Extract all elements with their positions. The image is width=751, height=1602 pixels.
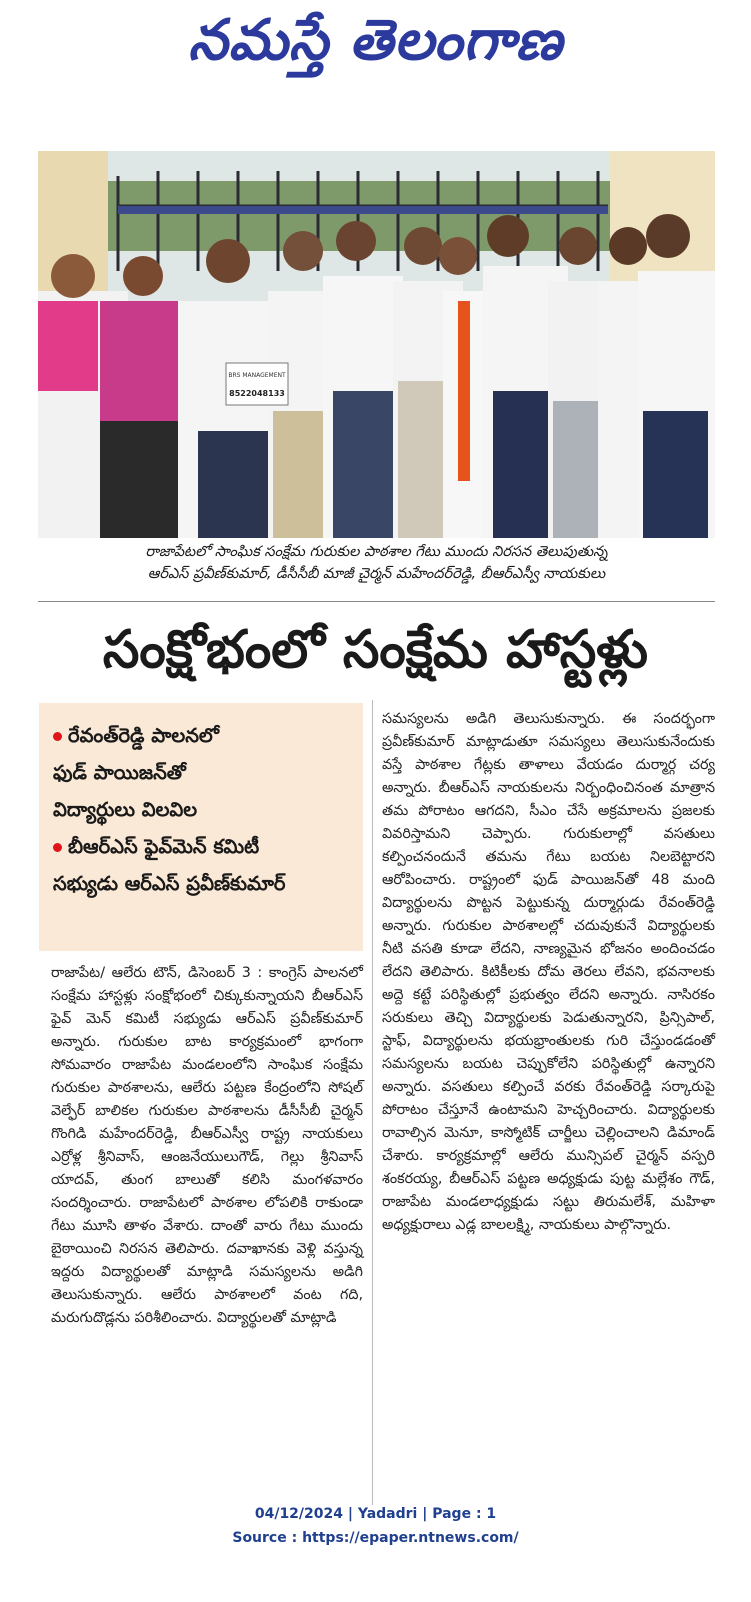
newspaper-title: నమస్తే తెలంగాణ [188, 8, 563, 73]
highlight-line: బీఆర్ఎస్ ఫైవ్‌మెన్ కమిటీ [68, 835, 260, 858]
divider [38, 601, 715, 602]
highlight-line: విద్యార్థులు విలవిల [53, 798, 198, 821]
highlight-line: ఫుడ్ పాయిజన్‌తో [53, 761, 186, 784]
placard-text-top: BRS MANAGEMENT [228, 372, 286, 379]
headline: సంక్షోభంలో సంక్షేమ హాస్టళ్లు [102, 620, 649, 680]
footer-source: Source : https://epaper.ntnews.com/ [232, 1530, 519, 1546]
photo-caption [38, 541, 715, 585]
highlight-line: రేవంత్‌రెడ్డి పాలనలో [68, 724, 219, 747]
article-paragraph: సమస్యలను అడిగి తెలుసుకున్నారు. ఈ సందర్భంగా ప్రవీణ్‌కుమార్ మాట్లాడుతూ సమస్యలు తెలుసుకునేందుకు వస్తే పాఠశాల గేట్లకు తాళాలు వేయడం దుర్మార్గ చర్య అన్నారు. బీఆర్ఎస్ నాయకులను నిర్బంధించినంత మాత్రాన తమ పోరాటం ఆగదని, సీఎం చేసే అక్రమాలను ప్రజలకు వివరిస్తామని చెప్పారు. గురుకులాల్లో వసతులు కల్పించనందునే తమను గేటు బయట నిలబెట్టారని ఆరోపించారు. రాష్ట్రంలో ఫుడ్ పాయిజన్‌తో 48 మంది విద్యార్థులను పొట్టన పెట్టుకున్న దుర్మార్గుడు రేవంత్‌రెడ్డి అన్నారు. గురుకుల పాఠశాలల్లో చదువుకునే విద్యార్థులకు నీటి వసతి కూడా లేదని, నాణ్యమైన భోజనం అందించడం లేదని తెలిపారు. కిటికీలకు దోమ తెరలు లేవని, భవనాలకు అద్దె కట్టే పరిస్థితుల్లో ప్రభుత్వం లేదని అన్నారు. నాసిరకం సరుకులు తెచ్చి విద్యార్థులకు పెడుతున్నారని, ప్రిన్సిపాల్, స్టాఫ్, విద్యార్థులను భయభ్రాంతులకు గురి చేస్తుండడంతో సమస్యలను బయట చెప్పుకోలేని పరిస్థితుల్లో ఉన్నారని అన్నారు. వసతులు కల్పించే వరకు రేవంత్‌రెడ్డి సర్కారుపై పోరాటం చేస్తూనే ఉంటామని హెచ్చరించారు. విద్యార్థులకు రావాల్సిన మెనూ, కాస్మోటిక్ చార్జీలు చెల్లించాలని డిమాండ్ చేశారు. కార్యక్రమాల్లో ఆలేరు మున్సిపల్ చైర్మన్ వస్పరి శంకరయ్య, బీఆర్ఎస్ పట్టణ అధ్యక్షుడు పుట్ట మల్లేశం గౌడ్, రాజాపేట మండలాధ్యక్షుడు సట్టు తిరుమలేశ్, మహిళా అధ్యక్షురాలు ఎడ్ల బాలలక్ష్మి, నాయకులు పాల్గొన్నారు. [382, 711, 715, 1233]
highlight-line: సభ్యుడు ఆర్ఎస్ ప్రవీణ్‌కుమార్ [53, 872, 286, 895]
bullet-icon [53, 732, 62, 741]
footer [0, 1502, 751, 1550]
caption-line: రాజాపేటలో సాంఘిక సంక్షేమ గురుకుల పాఠశాల గేటు ముందు నిరసన తెలుపుతున్న [145, 544, 608, 560]
placard-text-number: 8522048133 [229, 389, 285, 398]
highlight-item [53, 828, 353, 865]
article-column-left [51, 962, 363, 1330]
news-photo [38, 151, 715, 538]
footer-date-edition: 04/12/2024 | Yadadri | Page : 1 [254, 1506, 497, 1522]
highlights-box [39, 703, 363, 951]
caption-line: ఆర్ఎస్ ప్రవీణ్‌కుమార్, డీసీసీబీ మాజీ చైర్మన్ మహేందర్‌రెడ్డి, బీఆర్ఎస్వీ నాయకులు [147, 566, 606, 582]
highlight-item [53, 717, 353, 754]
article-paragraph: రాజాపేట/ ఆలేరు టౌన్, డిసెంబర్ 3 : కాంగ్రెస్ పాలనలో సంక్షేమ హాస్టళ్లు సంక్షోభంలో చిక్కుకున్నాయని బీఆర్ఎస్ ఫైవ్ మెన్ కమిటీ సభ్యుడు ఆర్ఎస్ ప్రవీణ్‌కుమార్ అన్నారు. గురుకుల బాట కార్యక్రమంలో భాగంగా సోమవారం రాజాపేట మండలంలోని సాంఘిక సంక్షేమ గురుకుల పాఠశాలను, ఆలేరు పట్టణ కేంద్రంలోని సోషల్ వెల్ఫేర్ బాలికల గురుకుల పాఠశాలను డీసీసీబీ చైర్మన్ గొంగిడి మహేందర్‌రెడ్డి, బీఆర్ఎస్వీ రాష్ట్ర నాయకులు ఎర్రోళ్ల శ్రీనివాస్, ఆంజనేయులుగౌడ్, గెల్లు శ్రీనివాస్ యాదవ్, తుంగ బాలుతో కలిసి మంగళవారం సందర్శించారు. రాజాపేటలో పాఠశాల లోపలికి రాకుండా గేటు మూసి తాళం వేశారు. దాంతో వారు గేటు ముందు బైఠాయించి నిరసన తెలిపారు. దవాఖానకు వెళ్లి వస్తున్న ఇద్దరు విద్యార్థులతో మాట్లాడి సమస్యలను అడిగి తెలుసుకున్నారు. ఆలేరు పాఠశాలలో వంట గది, మరుగుదొడ్లను పరిశీలించారు. విద్యార్థులతో మాట్లాడి [51, 965, 363, 1326]
article-column-right [382, 708, 715, 1237]
protest-photo-illustration [38, 151, 715, 538]
masthead [0, 0, 751, 90]
column-divider [372, 700, 373, 1505]
bullet-icon [53, 843, 62, 852]
